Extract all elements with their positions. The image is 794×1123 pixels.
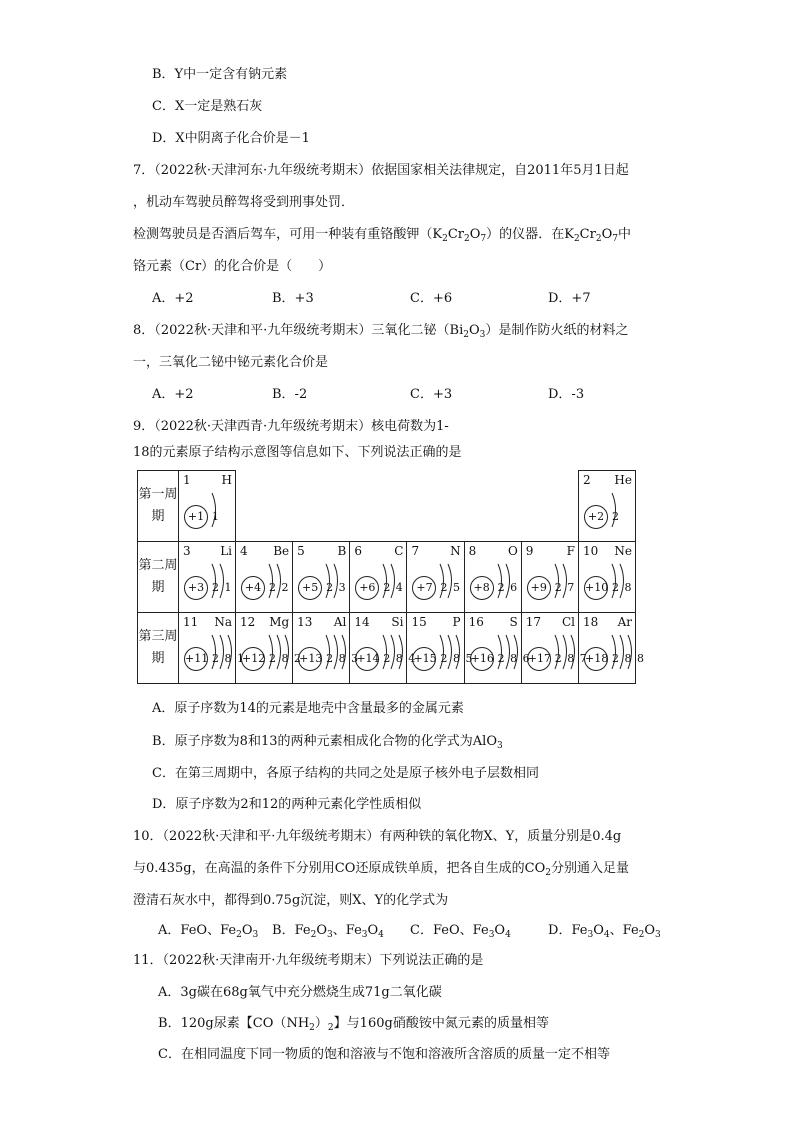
element-symbol: Cl [561, 615, 575, 629]
atomic-number: 15 [411, 615, 427, 629]
electron-shell-arcs [436, 629, 466, 673]
q8-option-a: A．+2 [152, 387, 194, 402]
element-symbol: O [507, 544, 518, 558]
element-cell-s [464, 613, 531, 684]
atom-structure-diagram [298, 647, 360, 671]
atomic-number: 12 [240, 615, 256, 629]
q7-option-a: A．+2 [152, 291, 194, 306]
electron-shell-arcs [379, 558, 409, 602]
element-symbol: Be [273, 544, 290, 558]
atom-structure-diagram [527, 647, 588, 671]
electron-counts: 2 8 3 [326, 652, 360, 665]
q9-option-d: D．原子序数为2和12的两种元素化学性质相似 [152, 797, 422, 812]
electron-shell-arcs [436, 558, 466, 602]
atomic-number: 7 [411, 544, 420, 558]
element-header [526, 544, 575, 558]
element-cell-ar [579, 613, 645, 684]
electron-counts: 2 3 [326, 581, 347, 594]
element-cell-he [579, 471, 636, 542]
element-symbol: Na [214, 615, 232, 629]
atom-structure-diagram [355, 647, 417, 671]
element-header [583, 473, 632, 487]
q9-option-a: A．原子序数为14的元素是地壳中含量最多的金属元素 [152, 701, 464, 716]
atom-structure-diagram [412, 576, 461, 600]
nucleus: +17 [527, 647, 551, 671]
element-cell-cl [521, 613, 588, 684]
electron-counts: 2 5 [440, 581, 461, 594]
element-symbol: C [394, 544, 404, 558]
element-symbol: Ar [617, 615, 632, 629]
q8-option-b: B．-2 [272, 387, 308, 402]
element-cell-na [179, 613, 245, 684]
nucleus: +8 [470, 576, 494, 600]
q11-option-b: B．120g尿素【$CO(NH_2)_2$】与160g硝酸铵中氮元素的质量相等 [158, 1016, 550, 1033]
q8-option-d: D．-3 [548, 387, 585, 402]
q8-line1: 8．（2022秋·天津和平·九年级统考期末）三氧化二铋$(Bi_2O_3)$是制作防火纸的材料之 [133, 323, 629, 340]
electron-counts: 2 8 7 [554, 652, 588, 665]
q10-option-a: A．FeO、$Fe_2O_3$ [158, 923, 259, 940]
element-cell-c [350, 542, 407, 613]
element-cell-p [407, 613, 474, 684]
atomic-number: 8 [468, 544, 477, 558]
q11-option-c: C．在相同温度下同一物质的饱和溶液与不饱和溶液所含溶质的质量一定不相等 [158, 1047, 610, 1062]
electron-counts: 2 8 1 [212, 652, 245, 665]
atom-structure-diagram [184, 576, 233, 600]
atom-structure-diagram [298, 576, 347, 600]
periodic-table [137, 470, 645, 684]
element-header [297, 615, 346, 629]
electron-counts: 2 8 2 [269, 652, 302, 665]
atomic-number: 11 [183, 615, 199, 629]
nucleus: +13 [298, 647, 322, 671]
atom-structure-diagram [584, 647, 645, 671]
period-label-3: 第三周期 [138, 613, 179, 684]
electron-shell-arcs [608, 629, 638, 673]
atomic-number: 2 [583, 473, 591, 487]
electron-counts: 1 [212, 510, 220, 523]
q6-option-d: D．X中阴离子化合价是－1 [152, 131, 310, 146]
atom-structure-diagram [184, 505, 220, 529]
nucleus: +12 [241, 647, 265, 671]
atom-structure-diagram [470, 647, 531, 671]
atomic-number: 17 [525, 615, 542, 629]
element-cell-be [236, 542, 293, 613]
atom-structure-diagram [355, 576, 404, 600]
nucleus: +2 [584, 505, 608, 529]
nucleus: +10 [584, 576, 608, 600]
element-header [240, 615, 289, 629]
atomic-number: 3 [183, 544, 191, 558]
electron-shell-arcs [322, 629, 352, 673]
atom-structure-diagram [412, 647, 474, 671]
q7-line1: 7．（2022秋·天津河东·九年级统考期末）依据国家相关法律规定，自2011年5月1日起 [133, 163, 629, 178]
element-header [469, 544, 518, 558]
element-header [297, 544, 346, 558]
q9-option-c: C．在第三周期中，各原子结构的共同之处是原子核外电子层数相同 [152, 766, 539, 781]
electron-counts: 2 6 [497, 581, 519, 594]
nucleus: +4 [241, 576, 265, 600]
q10-option-c: C．FeO、$Fe_3O_4$ [410, 923, 511, 940]
element-symbol: F [566, 544, 575, 558]
element-header [469, 615, 518, 629]
element-symbol: Al [333, 615, 347, 629]
q8-option-c: C．+3 [410, 387, 453, 402]
atomic-number: 16 [468, 615, 484, 629]
nucleus: +5 [298, 576, 322, 600]
q11-line1: 11．（2022秋·天津南开·九年级统考期末）下列说法正确的是 [133, 953, 484, 968]
q7-line4: 铬元素（Cr）的化合价是（ ） [133, 259, 332, 274]
element-header [354, 615, 403, 629]
atomic-number: 1 [183, 473, 191, 487]
q7-option-d: D．+7 [548, 291, 591, 306]
q10-line2: 与0.435g，在高温的条件下分别用CO还原成铁单质，把各自生成的$CO_2$分别通入足量 [133, 861, 630, 878]
electron-shell-arcs [494, 558, 524, 602]
electron-shell-arcs [608, 558, 638, 602]
element-header [183, 615, 232, 629]
element-cell-b [293, 542, 350, 613]
atom-structure-diagram [584, 576, 633, 600]
element-symbol: Li [220, 544, 232, 558]
element-cell-si [350, 613, 417, 684]
atom-structure-diagram [584, 505, 620, 529]
atomic-number: 18 [583, 615, 599, 629]
element-symbol: He [614, 473, 632, 487]
electron-shell-arcs [265, 558, 295, 602]
element-header [240, 544, 289, 558]
q10-line1: 10．（2022秋·天津和平·九年级统考期末）有两种铁的氧化物X、Y，质量分别是0.4g [133, 829, 622, 844]
q8-line2: 一，三氧化二铋中铋元素化合价是 [133, 355, 329, 370]
q10-option-b: B．$Fe_2O_3$、$Fe_3O_4$ [272, 923, 384, 940]
electron-shell-arcs [608, 487, 638, 531]
atomic-number: 14 [354, 615, 370, 629]
q7-option-b: B．+3 [272, 291, 314, 306]
electron-counts: 2 8 8 [612, 652, 645, 665]
electron-shell-arcs [494, 629, 524, 673]
atom-structure-diagram [184, 647, 245, 671]
element-symbol: Si [391, 615, 404, 629]
element-header [183, 473, 232, 487]
period-label-1: 第一周期 [138, 471, 179, 542]
atom-structure-diagram [527, 576, 576, 600]
element-header [583, 544, 632, 558]
atomic-number: 13 [297, 615, 313, 629]
nucleus: +18 [584, 647, 608, 671]
electron-shell-arcs [551, 629, 581, 673]
element-symbol: S [509, 615, 518, 629]
electron-counts: 2 8 [612, 581, 633, 594]
electron-shell-arcs [265, 629, 295, 673]
element-symbol: Mg [269, 615, 290, 629]
nucleus: +3 [184, 576, 208, 600]
element-header [354, 544, 403, 558]
electron-counts: 2 8 5 [440, 652, 474, 665]
q7-line3: 检测驾驶员是否酒后驾车，可用一种装有重铬酸钾$(K_2Cr_2O_7)$的仪器．在$K_2Cr_2O_7$中 [133, 227, 631, 244]
element-header [411, 615, 460, 629]
atomic-number: 10 [583, 544, 599, 558]
electron-counts: 2 2 [269, 581, 290, 594]
atomic-number: 5 [297, 544, 305, 558]
q10-option-d: D．$Fe_3O_4$、$Fe_2O_3$ [548, 923, 661, 940]
electron-shell-arcs [322, 558, 352, 602]
element-symbol: N [450, 544, 461, 558]
q6-option-c: C．X一定是熟石灰 [152, 99, 263, 114]
q7-option-c: C．+6 [410, 291, 453, 306]
electron-shell-arcs [208, 487, 238, 531]
element-cell-mg [236, 613, 302, 684]
q9-line1: 9．（2022秋·天津西青·九年级统考期末）核电荷数为1- [133, 419, 449, 434]
q9-line2: 18的元素原子结构示意图等信息如下、下列说法正确的是 [133, 445, 462, 460]
nucleus: +7 [412, 576, 436, 600]
nucleus: +9 [527, 576, 551, 600]
electron-counts: 2 1 [212, 581, 233, 594]
nucleus: +14 [355, 647, 379, 671]
element-symbol: P [452, 615, 461, 629]
atom-structure-diagram [241, 647, 302, 671]
atomic-number: 6 [354, 544, 362, 558]
nucleus: +6 [355, 576, 379, 600]
element-symbol: H [221, 473, 232, 487]
element-header [183, 544, 232, 558]
element-symbol: Ne [614, 544, 632, 558]
electron-counts: 2 8 6 [497, 652, 531, 665]
element-header [411, 544, 460, 558]
q11-option-a: A．3g碳在68g氧气中充分燃烧生成71g二氧化碳 [158, 985, 442, 1000]
electron-counts: 2 7 [554, 581, 576, 594]
q10-line3: 澄清石灰水中，都得到0.75g沉淀，则X、Y的化学式为 [133, 893, 449, 908]
electron-shell-arcs [208, 558, 238, 602]
element-cell-ne [579, 542, 636, 613]
atomic-number: 9 [525, 544, 534, 558]
nucleus: +11 [184, 647, 208, 671]
element-symbol: B [337, 544, 347, 558]
electron-shell-arcs [551, 558, 581, 602]
element-cell-n [407, 542, 464, 613]
q7-line2: ，机动车驾驶员醉驾将受到刑事处罚． [133, 195, 355, 210]
electron-counts: 2 [612, 510, 620, 523]
q6-option-b: B．Y中一定含有钠元素 [152, 67, 288, 82]
nucleus: +16 [470, 647, 494, 671]
period-label-2: 第二周期 [138, 542, 179, 613]
electron-shell-arcs [208, 629, 238, 673]
electron-shell-arcs [379, 629, 409, 673]
nucleus: +1 [184, 505, 208, 529]
electron-counts: 2 8 4 [383, 652, 417, 665]
atom-structure-diagram [241, 576, 290, 600]
element-cell-f [521, 542, 578, 613]
element-cell-o [464, 542, 521, 613]
element-cell-al [293, 613, 360, 684]
atomic-number: 4 [240, 544, 248, 558]
nucleus: +15 [412, 647, 436, 671]
element-cell-li [179, 542, 236, 613]
element-header [583, 615, 632, 629]
q9-option-b: B．原子序数为8和13的两种元素相成化合物的化学式为AlO$_3$ [152, 734, 503, 751]
element-cell-h [179, 471, 236, 542]
electron-counts: 2 4 [383, 581, 404, 594]
atom-structure-diagram [470, 576, 519, 600]
element-header [526, 615, 575, 629]
